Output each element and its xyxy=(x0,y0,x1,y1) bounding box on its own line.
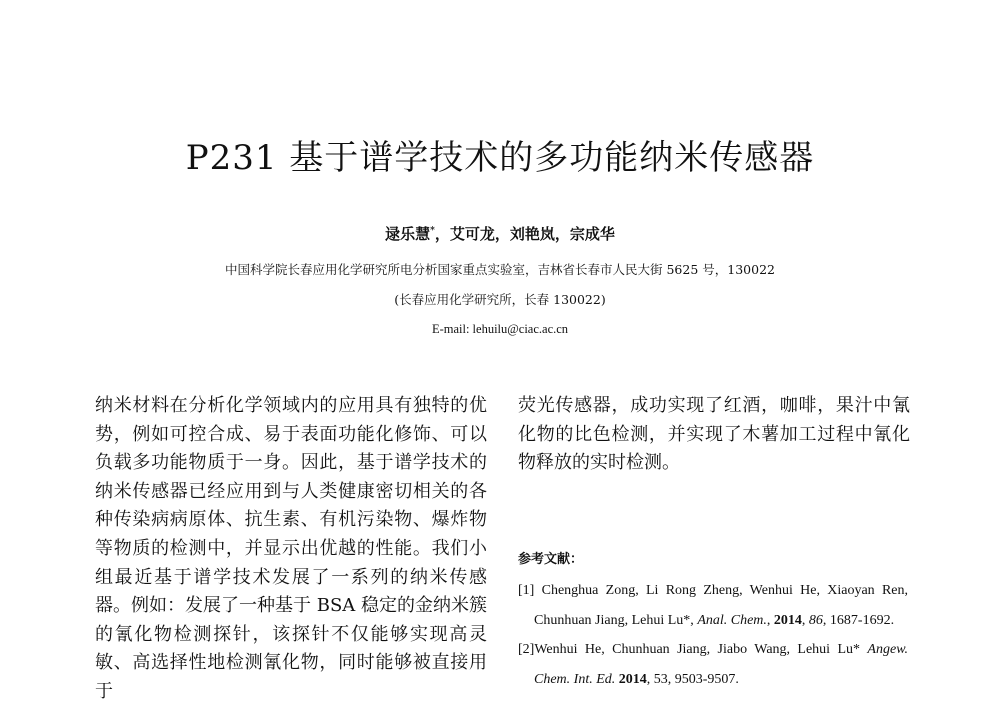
reference-separator: , xyxy=(801,612,809,628)
paper-title: P231 基于谱学技术的多功能纳米传感器 xyxy=(185,138,815,178)
reference-journal: Anal. Chem. xyxy=(697,612,767,628)
contact-email: E-mail: lehuilu@ciac.ac.cn xyxy=(431,322,569,336)
co-authors: ，艾可龙，刘艳岚，宗成华 xyxy=(434,225,615,243)
reference-pages: , 9503-9507. xyxy=(667,671,739,687)
affiliation-secondary: (长春应用化学研究所，长春 130022) xyxy=(394,292,606,307)
references-heading: 参考文献： xyxy=(518,552,584,567)
reference-item xyxy=(518,576,908,635)
reference-year: 2014 xyxy=(773,612,802,628)
reference-year: 2014 xyxy=(618,671,647,687)
reference-separator: , xyxy=(766,612,774,628)
corresponding-author: 逯乐慧 xyxy=(385,225,431,243)
corresponding-mark: * xyxy=(430,226,435,236)
reference-journal: Angew. Chem. Int. Ed. xyxy=(534,642,908,687)
body-column-left xyxy=(95,392,487,707)
reference-pages: , 1687-1692. xyxy=(822,612,895,628)
reference-separator: , xyxy=(646,671,654,687)
reference-item xyxy=(518,635,908,694)
references-list xyxy=(518,576,908,694)
body-column-right xyxy=(518,392,910,478)
author-list xyxy=(0,221,1000,244)
affiliation-primary: 中国科学院长春应用化学研究所电分析国家重点实验室，吉林省长春市人民大街 5625 号，130022 xyxy=(225,262,775,277)
reference-volume: 86 xyxy=(808,612,823,628)
reference-authors: [1] Chenghua Zong, Li Rong Zheng, Wenhui He, Xiaoyan Ren, Chunhuan Jiang, Lehui Lu*, xyxy=(518,583,908,628)
abstract-paragraph: 纳米材料在分析化学领域内的应用具有独特的优势，例如可控合成、易于表面功能化修饰、可以负载多功能物质于一身。因此，基于谱学技术的纳米传感器已经应用到与人类健康密切相关的各种传染病病原体、抗生素、有机污染物、爆炸物等物质的检测中，并显示出优越的性能。我们小组最近基于谱学技术发展了一系列的纳米传感器。例如：发展了一种基于 BSA 稳定的金纳米簇的氰化物检测探针，该探针不仅能够实现高灵敏、高选择性地检测氰化物，同时能够被直接用于 xyxy=(95,395,487,702)
reference-authors: [2]Wenhui He, Chunhuan Jiang, Jiabo Wang, Lehui Lu* xyxy=(518,642,868,657)
abstract-continuation: 荧光传感器，成功实现了红酒，咖啡，果汁中氰化物的比色检测，并实现了木薯加工过程中氰化物释放的实时检测。 xyxy=(518,395,910,474)
reference-volume: 53 xyxy=(653,671,668,687)
